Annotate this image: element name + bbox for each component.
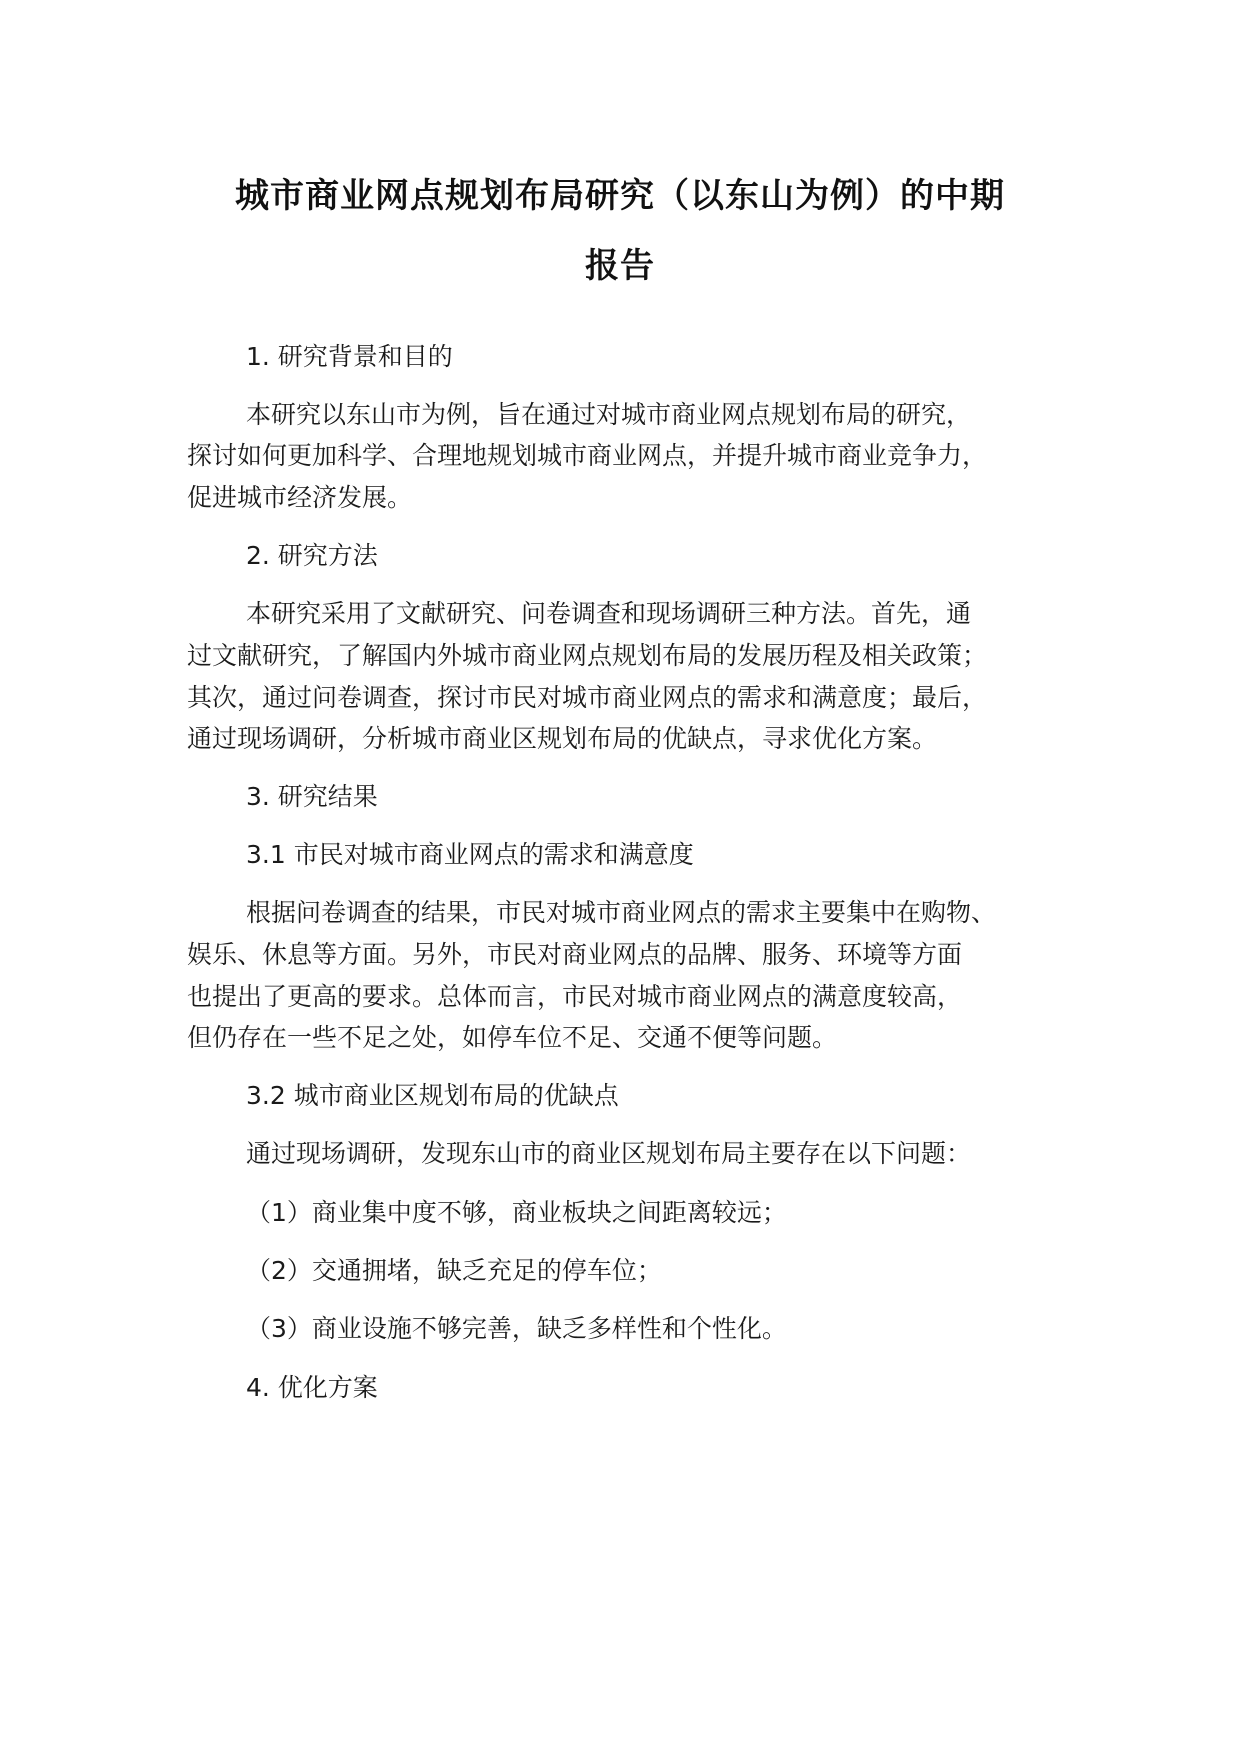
section-heading-background: 1. 研究背景和目的 xyxy=(246,342,453,371)
list-item: （3）商业设施不够完善，缺乏多样性和个性化。 xyxy=(246,1314,787,1343)
paragraph-line: 本研究以东山市为例，旨在通过对城市商业网点规划布局的研究， xyxy=(246,400,972,429)
paragraph-line: 根据问卷调查的结果，市民对城市商业网点的需求主要集中在购物、 xyxy=(246,898,997,927)
list-item: （2）交通拥堵，缺乏充足的停车位； xyxy=(246,1256,662,1285)
paragraph-line: 也提出了更高的要求。总体而言，市民对城市商业网点的满意度较高， xyxy=(187,982,963,1011)
section-heading-results: 3. 研究结果 xyxy=(246,782,378,811)
section-heading-methods: 2. 研究方法 xyxy=(246,541,378,570)
section-heading-optimization: 4. 优化方案 xyxy=(246,1373,378,1402)
paragraph-line: 通过现场调研，分析城市商业区规划布局的优缺点，寻求优化方案。 xyxy=(187,724,938,753)
paragraph-line: 其次，通过问卷调查，探讨市民对城市商业网点的需求和满意度；最后， xyxy=(187,683,988,712)
paragraph-line: 探讨如何更加科学、合理地规划城市商业网点，并提升城市商业竞争力， xyxy=(187,441,988,470)
subsection-heading-3-2: 3.2 城市商业区规划布局的优缺点 xyxy=(246,1081,619,1110)
paragraph-line: 过文献研究，了解国内外城市商业网点规划布局的发展历程及相关政策； xyxy=(187,641,988,670)
document-title-line-2: 报告 xyxy=(585,246,655,286)
paragraph-line: 通过现场调研，发现东山市的商业区规划布局主要存在以下问题： xyxy=(246,1139,972,1168)
paragraph-line: 娱乐、休息等方面。另外，市民对商业网点的品牌、服务、环境等方面 xyxy=(187,940,963,969)
paragraph-line: 但仍存在一些不足之处，如停车位不足、交通不便等问题。 xyxy=(187,1023,838,1052)
paragraph-line: 本研究采用了文献研究、问卷调查和现场调研三种方法。首先，通 xyxy=(246,599,972,628)
document-title-line-1: 城市商业网点规划布局研究（以东山为例）的中期 xyxy=(235,176,1005,216)
list-item: （1）商业集中度不够，商业板块之间距离较远； xyxy=(246,1198,787,1227)
paragraph-line: 促进城市经济发展。 xyxy=(187,483,413,512)
subsection-heading-3-1: 3.1 市民对城市商业网点的需求和满意度 xyxy=(246,840,694,869)
